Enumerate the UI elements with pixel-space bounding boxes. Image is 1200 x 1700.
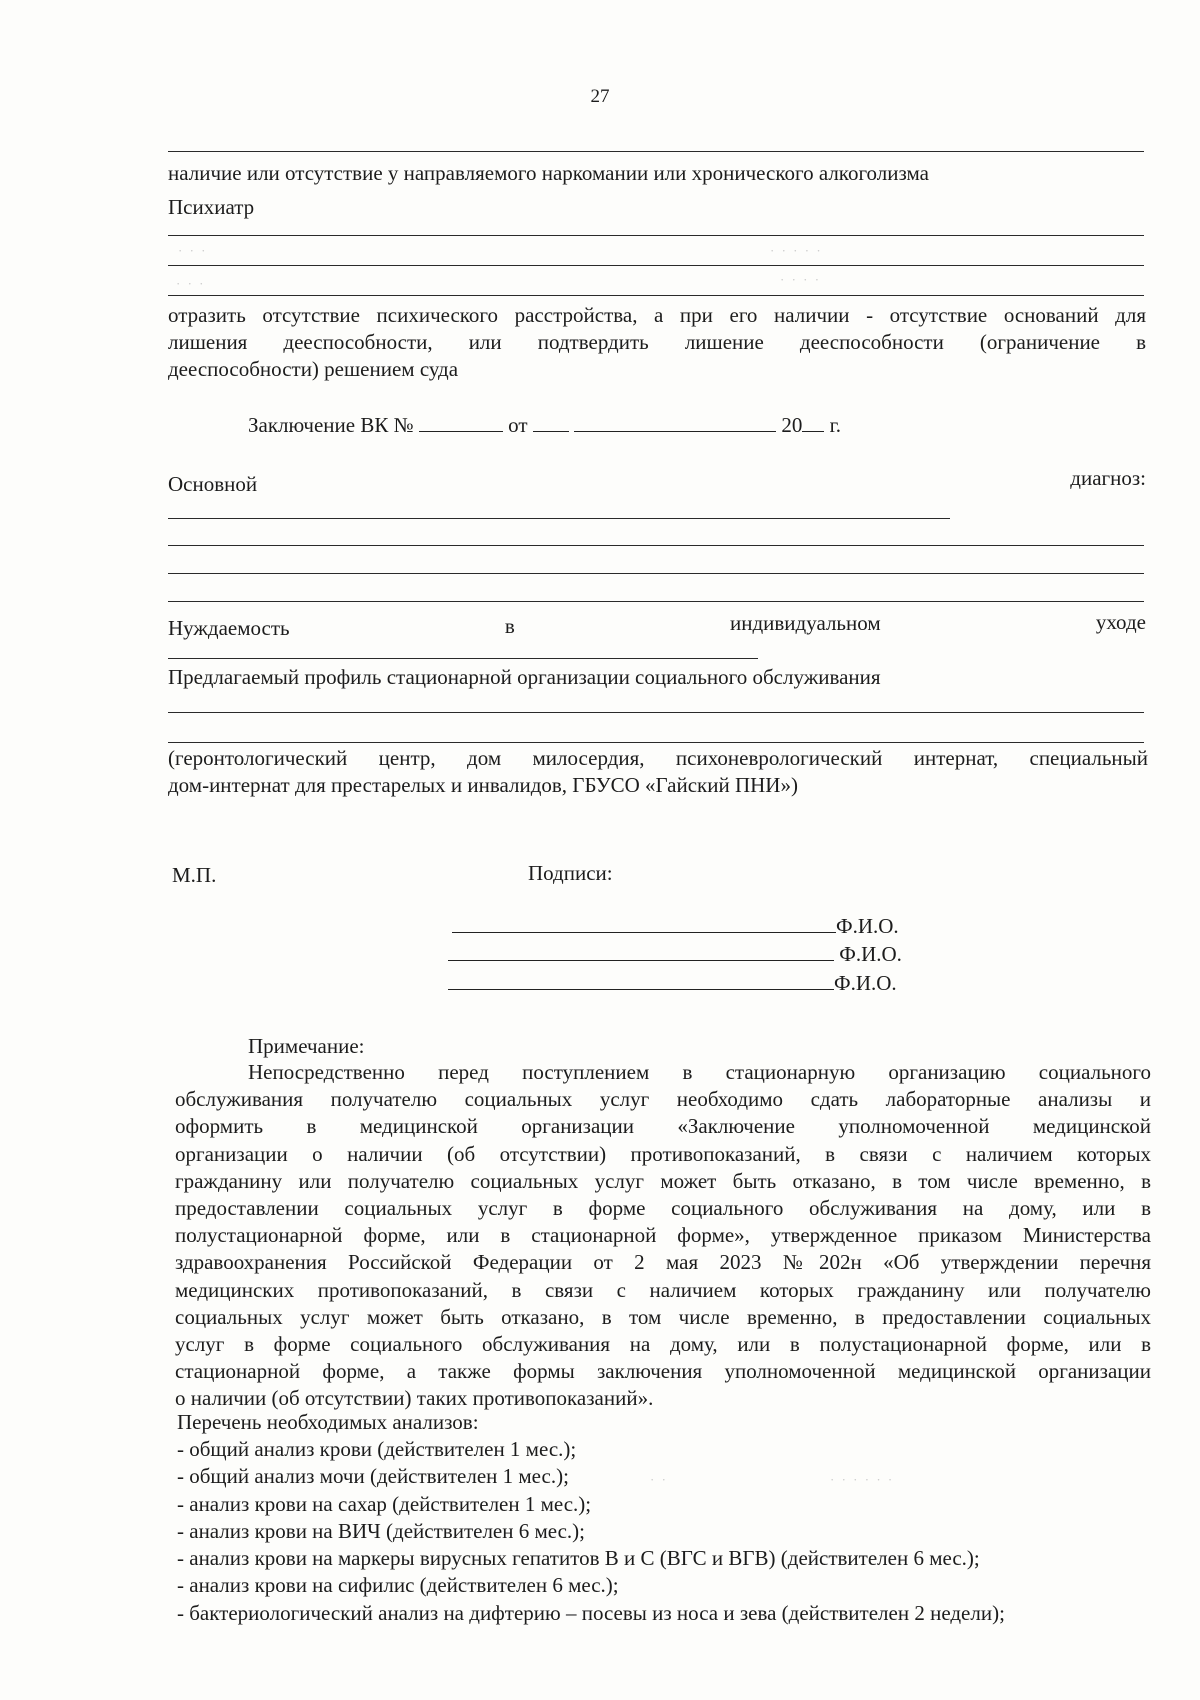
care-need-line[interactable] xyxy=(168,658,758,659)
profile-examples xyxy=(168,745,1148,799)
paragraph-line: (геронтологический центр, дом милосердия, психоневрологический интернат, специальный xyxy=(168,746,1148,770)
paragraph-line: Непосредственно перед поступлением в стационарную организацию социального xyxy=(248,1060,1151,1084)
paragraph-line: полустационарной форме, или в стационарной форме», утвержденное приказом Министерства xyxy=(175,1223,1151,1248)
list-item: - анализ крови на сахар (действителен 1 мес.); xyxy=(177,1491,592,1516)
diagnosis-right-label: диагноз: xyxy=(1070,466,1146,490)
diagnosis-row xyxy=(168,466,1146,498)
paragraph-line: дом-интернат для престарелых и инвалидов, ГБУСО «Гайский ПНИ») xyxy=(168,773,798,798)
paragraph-line: социальных услуг может быть отказано, в том числе временно, в предоставлении социальных xyxy=(175,1304,1151,1329)
list-item: - бактериологический анализ на дифтерию – посевы из носа и зева (действителен 2 недели); xyxy=(177,1600,1005,1625)
profile-line[interactable] xyxy=(168,712,1144,713)
paragraph-line: стационарной форме, а также формы заключения уполномоченной медицинской организации xyxy=(175,1359,1151,1384)
list-item: - общий анализ крови (действителен 1 мес.); xyxy=(177,1437,577,1461)
faint-scan-mark: · · · xyxy=(178,243,208,258)
signature-blank[interactable] xyxy=(448,971,834,990)
paragraph-line: оформить в медицинской организации «Заключение уполномоченной медицинской xyxy=(175,1114,1151,1139)
blank-line xyxy=(168,235,1144,236)
faint-scan-mark: · · · · · xyxy=(770,243,823,258)
vk-month-blank[interactable] xyxy=(574,413,776,432)
vk-year-blank[interactable] xyxy=(802,413,824,432)
vk-year-prefix: 20 xyxy=(781,413,803,437)
paragraph-line: медицинских противопоказаний, в связи с наличием которых гражданину или получателю xyxy=(175,1277,1151,1302)
signature-blank[interactable] xyxy=(452,914,836,933)
paragraph-line: лишения дееспособности, или подтвердить лишение дееспособности (ограничение в xyxy=(168,330,1146,355)
care-need-row xyxy=(168,612,1146,642)
signature-row xyxy=(448,941,902,968)
diagnosis-line[interactable] xyxy=(168,518,950,519)
blank-line xyxy=(168,265,1144,266)
blank-line xyxy=(168,151,1144,152)
page-number: 27 xyxy=(590,86,610,107)
stamp-label: М.П. xyxy=(172,863,217,887)
faint-scan-mark: · · xyxy=(650,1472,668,1487)
vk-conclusion-line xyxy=(248,412,841,439)
list-item: - анализ крови на сифилис (действителен 6 мес.); xyxy=(177,1573,619,1598)
analyses-list xyxy=(177,1436,1005,1627)
care-need-word: индивидуальном xyxy=(729,611,881,635)
list-item: - анализ крови на маркеры вирусных гепатитов В и С (ВГС и ВГВ) (действителен 6 мес.); xyxy=(177,1546,980,1571)
paragraph-line: здравоохранения Российской Федерации от 2 мая 2023 №202н «Об утверждении перечня xyxy=(175,1250,1151,1275)
care-need-word: уходе xyxy=(1095,610,1146,634)
profile-label: Предлагаемый профиль стационарной организации социального обслуживания xyxy=(168,665,881,689)
vk-from-label: от xyxy=(508,413,528,437)
faint-scan-mark: · · · · · · xyxy=(830,1472,895,1487)
fio-label: Ф.И.О. xyxy=(836,914,899,938)
paragraph-line: о наличии (об отсутствии) таких противопоказаний». xyxy=(175,1386,654,1411)
care-need-word: Нуждаемость xyxy=(168,616,290,640)
faint-scan-mark: · · · xyxy=(176,276,206,291)
paragraph-line: дееспособности) решением суда xyxy=(168,357,459,382)
diagnosis-line[interactable] xyxy=(168,573,1144,574)
fio-label: Ф.И.О. xyxy=(834,971,897,995)
vk-conclusion-label: Заключение ВК № xyxy=(248,413,414,437)
fio-label: Ф.И.О. xyxy=(839,942,902,966)
psychiatrist-paragraph xyxy=(168,302,1146,384)
vk-day-blank[interactable] xyxy=(533,413,569,432)
paragraph-line: отразить отсутствие психического расстройства, а при его наличии - отсутствие оснований для xyxy=(168,303,1146,327)
signatures-title: Подписи: xyxy=(528,861,613,885)
psychiatrist-label: Психиатр xyxy=(168,195,255,219)
list-item: - анализ крови на ВИЧ (действителен 6 мес.); xyxy=(177,1518,586,1543)
paragraph-line: предоставлении социальных услуг в форме социального обслуживания на дому, или в xyxy=(175,1196,1151,1221)
faint-scan-mark: · · · · xyxy=(780,272,822,287)
signature-blank[interactable] xyxy=(448,942,834,961)
care-need-word: в xyxy=(504,614,515,638)
diagnosis-line[interactable] xyxy=(168,601,1144,602)
vk-year-suffix: г. xyxy=(829,413,842,437)
note-title: Примечание: xyxy=(248,1034,365,1058)
profile-line[interactable] xyxy=(168,742,1144,743)
signature-row xyxy=(452,913,899,940)
signature-row xyxy=(448,970,897,997)
note-paragraph xyxy=(175,1059,1151,1413)
paragraph-line: гражданину или получателю социальных услуг может быть отказано, в том числе временно, в xyxy=(175,1168,1151,1193)
paragraph-line: обслуживания получателю социальных услуг необходимо сдать лабораторные анализы и xyxy=(175,1087,1151,1112)
blank-line xyxy=(168,295,1144,296)
narcology-text: наличие или отсутствие у направляемого наркомании или хронического алкоголизма xyxy=(168,161,929,185)
paragraph-line: организации о наличии (об отсутствии) противопоказаний, в связи с наличием которых xyxy=(175,1141,1151,1166)
list-item: - общий анализ мочи (действителен 1 мес.); xyxy=(177,1464,569,1489)
diagnosis-line[interactable] xyxy=(168,545,1144,546)
analyses-title: Перечень необходимых анализов: xyxy=(177,1410,479,1434)
vk-number-blank[interactable] xyxy=(419,413,503,432)
diagnosis-left-label: Основной xyxy=(168,472,258,496)
paragraph-line: услуг в форме социального обслуживания на дому, или в полустационарной форме, или в xyxy=(175,1332,1151,1357)
